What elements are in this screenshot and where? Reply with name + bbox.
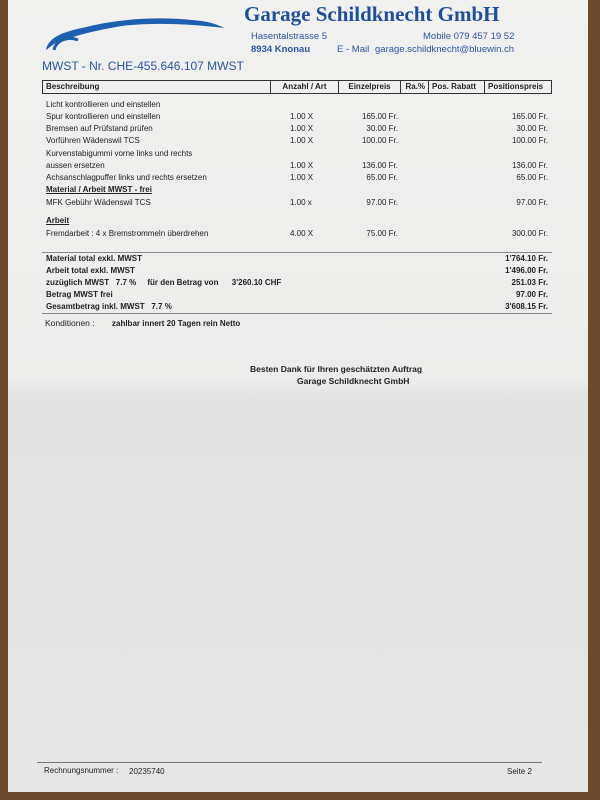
table-row	[46, 172, 550, 184]
total-value: 3'608.15 Fr.	[505, 302, 548, 311]
col-description: Beschreibung	[43, 81, 271, 93]
cell-quantity: 4.00 X	[290, 229, 314, 238]
cell-description: Bremsen auf Prüfstand prüfen	[46, 124, 153, 133]
cell-description: Kurvenstabigummi vorne links und rechts	[46, 149, 193, 158]
col-position-price: Positionspreis	[488, 82, 544, 91]
cell-quantity: 1.00 X	[290, 112, 314, 121]
total-value: 1'496.00 Fr.	[505, 266, 548, 275]
company-email: garage.schildknecht@bluewin.ch	[375, 44, 515, 55]
cell-quantity: 1.00 X	[290, 124, 314, 133]
col-discount-pct: Ra.%	[401, 81, 429, 93]
cell-unit-price: 75.00 Fr.	[366, 229, 398, 238]
total-row	[46, 277, 550, 289]
cell-quantity: 1.00 X	[290, 136, 314, 145]
cell-description: Vorführen Wädenswil TCS	[46, 136, 140, 145]
total-label: Material total exkl. MWST	[46, 254, 143, 263]
table-row	[46, 99, 550, 111]
total-value: 1'764.10 Fr.	[505, 254, 548, 263]
cell-unit-price: 100.00 Fr.	[361, 136, 398, 145]
cell-position-price: 165.00 Fr.	[511, 112, 548, 121]
total-label: Gesamtbetrag inkl. MWST 7.7 %	[46, 302, 172, 311]
cell-position-price: 100.00 Fr.	[511, 136, 548, 145]
divider	[42, 313, 552, 314]
cell-description: aussen ersetzen	[46, 161, 105, 170]
section-heading	[46, 215, 550, 227]
company-mobile: Mobile 079 457 19 52	[423, 31, 515, 42]
conditions-value: zahlbar innert 20 Tagen rein Netto	[112, 319, 241, 328]
invoice-number-label: Rechnungsnummer :	[44, 766, 119, 775]
col-unit-price: Einzelpreis	[339, 81, 401, 93]
cell-description: Arbeit	[46, 216, 70, 225]
total-value: 97.00 Fr.	[515, 290, 548, 299]
total-row	[46, 301, 550, 313]
cell-quantity: 1.00 X	[290, 161, 314, 170]
thanks-company: Garage Schildknecht GmbH	[297, 376, 410, 386]
cell-unit-price: 97.00 Fr.	[366, 198, 398, 207]
conditions-label: Konditionen :	[45, 318, 95, 328]
table-row	[46, 160, 550, 172]
cell-quantity: 1.00 X	[290, 173, 314, 182]
table-row	[46, 228, 550, 240]
cell-description: Spur kontrollieren und einstellen	[46, 112, 161, 121]
col-pos-discount: Pos. Rabatt	[429, 81, 485, 93]
company-name: Garage Schildknecht GmbH	[244, 2, 500, 26]
page-number: Seite 2	[507, 767, 532, 776]
cell-unit-price: 165.00 Fr.	[361, 112, 398, 121]
cell-description: MFK Gebühr Wädenswil TCS	[46, 198, 151, 207]
total-value: 251.03 Fr.	[511, 278, 548, 287]
total-label: Betrag MWST frei	[46, 290, 113, 299]
invoice-number: 20235740	[129, 767, 165, 776]
cell-position-price: 65.00 Fr.	[516, 173, 548, 182]
cell-position-price: 30.00 Fr.	[516, 124, 548, 133]
total-label: zuzüglich MWST 7.7 % für den Betrag von 3'260.10 CHF	[46, 278, 282, 287]
car-logo-icon	[42, 10, 227, 52]
col-quantity: Anzahl / Art	[271, 81, 339, 93]
total-label: Arbeit total exkl. MWST	[46, 266, 135, 275]
cell-unit-price: 136.00 Fr.	[361, 161, 398, 170]
cell-quantity: 1.00 x	[290, 198, 312, 207]
table-row	[46, 148, 550, 160]
cell-position-price: 97.00 Fr.	[516, 198, 548, 207]
cell-description: Achsanschlagpuffer links und rechts ersetzen	[46, 173, 207, 182]
table-header	[42, 80, 552, 94]
cell-position-price: 300.00 Fr.	[511, 229, 548, 238]
table-row	[46, 197, 550, 209]
company-city: 8934 Knonau	[251, 44, 311, 55]
footer-divider	[37, 762, 542, 763]
vat-number: MWST - Nr. CHE-455.646.107 MWST	[42, 59, 244, 73]
table-row	[46, 135, 550, 147]
cell-position-price: 136.00 Fr.	[511, 161, 548, 170]
cell-unit-price: 30.00 Fr.	[366, 124, 398, 133]
cell-description: Licht kontrollieren und einstellen	[46, 100, 161, 109]
email-label: E - Mail	[337, 44, 370, 55]
total-row	[46, 265, 550, 277]
total-row	[46, 253, 550, 265]
cell-description: Fremdarbeit : 4 x Bremstrommeln überdrehen	[46, 229, 209, 238]
section-heading	[46, 184, 550, 196]
company-street: Hasentalstrasse 5	[251, 31, 328, 42]
cell-unit-price: 65.00 Fr.	[366, 173, 398, 182]
table-row	[46, 123, 550, 135]
total-row	[46, 289, 550, 301]
thanks-line: Besten Dank für Ihren geschätzten Auftrag	[250, 364, 423, 374]
cell-description: Material / Arbeit MWST - frei	[46, 185, 152, 194]
table-row	[46, 111, 550, 123]
